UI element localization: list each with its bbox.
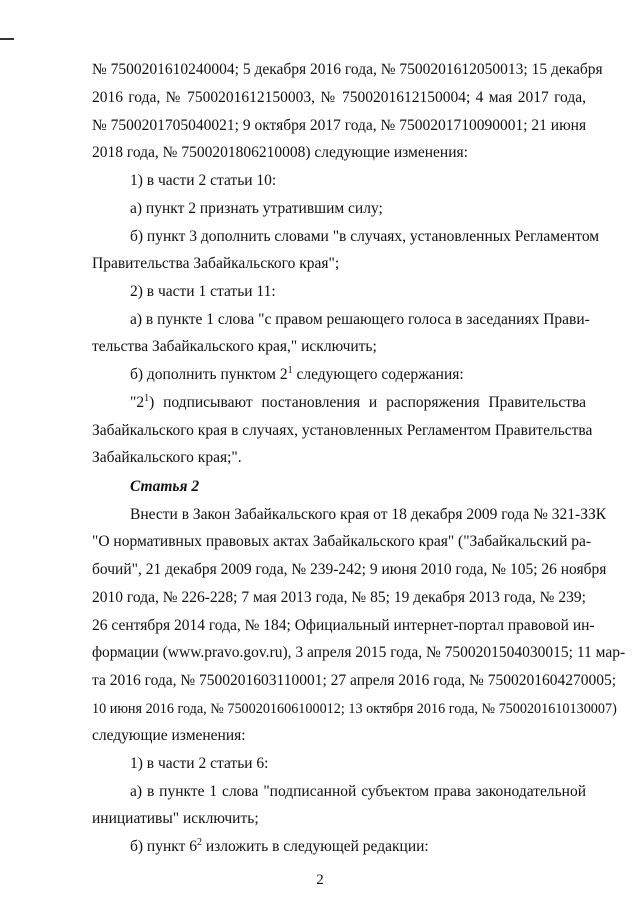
text-line: инициативы" исключить;: [92, 810, 259, 827]
text-line: Правительства Забайкальского края";: [92, 255, 340, 272]
text-fragment: б) пункт 6: [130, 838, 197, 855]
quote-line: [130, 393, 586, 413]
text-fragment: "2: [130, 394, 145, 411]
text-line: тельства Забайкальского края," исключить;: [92, 338, 377, 355]
text-line: Забайкальского края;".: [92, 449, 242, 466]
list-item: б) пункт 3 дополнить словами "в случаях, установленных Регламентом: [130, 228, 600, 245]
page-number: 2: [316, 872, 324, 888]
text-line: № 7500201705040021; 9 октября 2017 года, № 7500201710090001; 21 июня: [92, 117, 587, 134]
list-item: а) в пункте 1 слова "подписанной субъектом права законодательной: [130, 783, 586, 800]
article-heading: Статья 2: [130, 478, 200, 495]
text-line: 10 июня 2016 года, № 7500201606100012; 13 октября 2016 года, № 7500201610130007): [92, 701, 617, 717]
text-line: Внести в Закон Забайкальского края от 18 декабря 2009 года № 321-ЗЗК: [130, 506, 607, 523]
list-item: [130, 837, 429, 857]
text-line: та 2016 года, № 7500201603110001; 27 апреля 2016 года, № 7500201604270005;: [92, 672, 617, 689]
text-line: 2010 года, № 226-228; 7 мая 2013 года, № 85; 19 декабря 2013 года, № 239;: [92, 589, 586, 606]
text-line: формации (www.pravo.gov.ru), 3 апреля 2015 года, № 7500201504030015; 11 мар-: [92, 644, 626, 661]
list-item: [130, 365, 464, 385]
text-line: 2016 года, № 7500201612150003, № 7500201612150004; 4 мая 2017 года,: [92, 89, 586, 106]
text-fragment: изложить в следующей редакции:: [202, 838, 429, 855]
list-item: а) пункт 2 признать утратившим силу;: [130, 200, 383, 217]
text-line: следующие изменения:: [92, 727, 246, 744]
text-line: 26 сентября 2014 года, № 184; Официальный интернет-портал правовой ин-: [92, 617, 595, 634]
superscript: 1: [287, 364, 293, 376]
text-line: Забайкальского края в случаях, установленных Регламентом Правительства: [92, 422, 593, 439]
text-fragment: следующего содержания:: [292, 366, 464, 383]
corner-mark: [0, 38, 14, 40]
list-item: 1) в части 2 статьи 6:: [130, 755, 269, 772]
text-fragment: б) дополнить пунктом 2: [130, 366, 288, 383]
superscript: 2: [197, 836, 202, 848]
superscript: 1: [144, 392, 150, 404]
text-fragment: ) подписывают постановления и распоряжения Правительства: [149, 394, 586, 411]
list-item: 1) в части 2 статьи 10:: [130, 172, 277, 189]
text-line: бочий", 21 декабря 2009 года, № 239-242; 9 июня 2010 года, № 105; 26 ноября: [92, 561, 607, 578]
text-line: № 7500201610240004; 5 декабря 2016 года, № 7500201612050013; 15 декабря: [92, 61, 603, 78]
list-item: а) в пункте 1 слова "с правом решающего голоса в заседаниях Прави-: [130, 311, 590, 328]
text-line: 2018 года, № 7500201806210008) следующие изменения:: [92, 144, 468, 161]
list-item: 2) в части 1 статьи 11:: [130, 283, 276, 300]
text-line: "О нормативных правовых актах Забайкальского края" ("Забайкальский ра-: [92, 533, 592, 550]
